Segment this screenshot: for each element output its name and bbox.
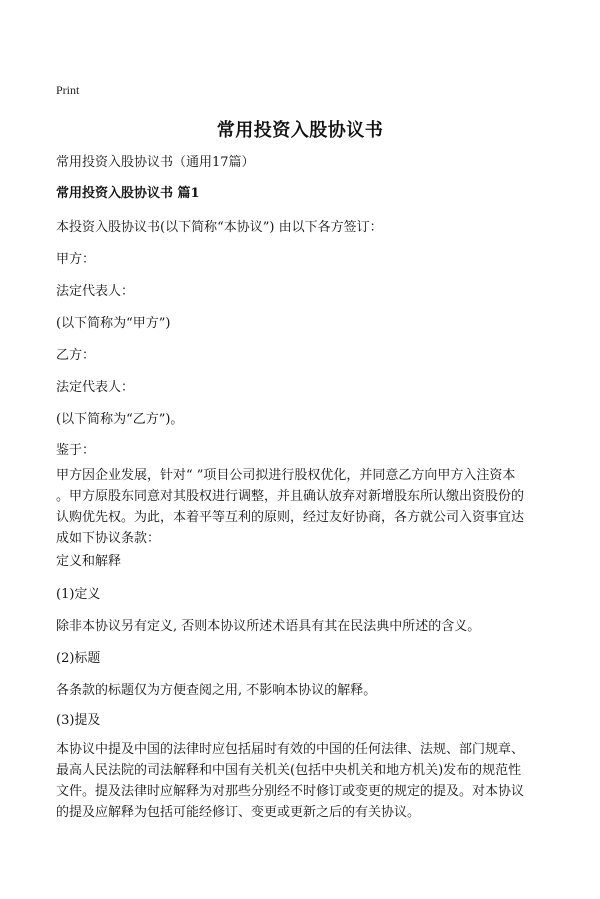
party-a-label: 甲方： <box>56 252 96 267</box>
references-line: 的提及应解释为包括可能经修订、变更或更新之后的有关协议。 <box>56 805 421 820</box>
party-b-representative: 法定代表人： <box>56 380 135 395</box>
recitals-line: 甲方因企业发展，针对“ ”项目公司拟进行股权优化，并同意乙方向甲方入注资本 <box>56 468 516 483</box>
section-heading: 常用投资入股协议书 篇1 <box>56 186 200 201</box>
print-link[interactable]: Print <box>56 83 80 97</box>
clause-headings: (2)标题 <box>56 651 101 666</box>
clause-definitions: (1)定义 <box>56 587 101 602</box>
recitals-line: 认购优先权。为此，本着平等互利的原则，经过友好协商，各方就公司入资事宜达 <box>56 510 525 525</box>
recitals-line: 。甲方原股东同意对其股权进行调整，并且确认放弃对新增股东所认缴出资股份的 <box>56 489 525 504</box>
clause-references: (3)提及 <box>56 713 101 728</box>
clause-definitions-text: 除非本协议另有定义, 否则本协议所述术语具有其在民法典中所述的含义。 <box>56 619 481 634</box>
document-title: 常用投资入股协议书 <box>216 120 384 141</box>
party-b-alias: (以下简称为“乙方”)。 <box>56 412 184 427</box>
paragraph-intro: 本投资入股协议书(以下简称“本协议”) 由以下各方签订： <box>56 220 383 235</box>
party-a-representative: 法定代表人： <box>56 284 135 299</box>
recitals-paragraph <box>56 465 552 549</box>
party-a-alias: (以下简称为“甲方”) <box>56 316 171 331</box>
party-b-label: 乙方： <box>56 348 96 363</box>
document-subtitle: 常用投资入股协议书（通用17篇） <box>56 155 255 170</box>
references-paragraph <box>56 739 552 823</box>
references-line: 本协议中提及中国的法律时应包括届时有效的中国的任何法律、法规、部门规章、 <box>56 742 525 757</box>
recitals-line: 成如下协议条款： <box>56 531 161 546</box>
definitions-heading: 定义和解释 <box>56 554 122 569</box>
whereas-label: 鉴于： <box>56 443 96 458</box>
references-line: 最高人民法院的司法解释和中国有关机关(包括中央机关和地方机关)发布的规范性 <box>56 763 522 778</box>
clause-headings-text: 各条款的标题仅为方便查阅之用, 不影响本协议的解释。 <box>56 683 377 698</box>
references-line: 文件。提及法律时应解释为对那些分别经不时修订或变更的规定的提及。对本协议 <box>56 784 525 799</box>
